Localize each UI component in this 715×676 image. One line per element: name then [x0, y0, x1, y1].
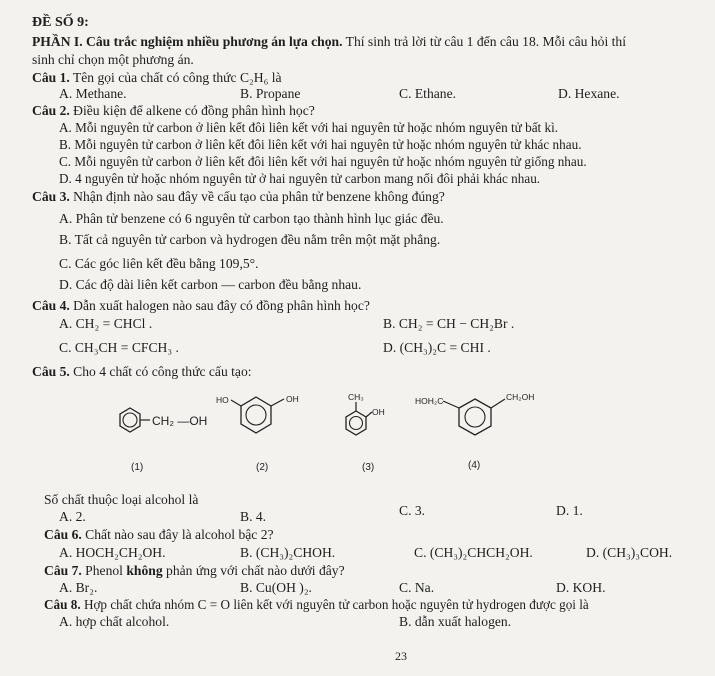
- q3-option-c: C. Các góc liên kết đều bằng 109,5°.: [59, 256, 259, 271]
- question-8-text: Hợp chất chứa nhóm C = O liên kết với nguyên tử carbon hoặc nguyên tử hydrogen được gọi là: [80, 597, 589, 612]
- q4-option-a: A. CH₂ = CHCl .: [59, 316, 153, 331]
- question-1-text: Tên gọi của chất có công thức C₂H₆ là: [69, 70, 282, 85]
- question-1: [32, 70, 282, 86]
- question-2: [32, 103, 315, 119]
- aromatic-circle-2: [246, 405, 266, 425]
- bond-2a: [231, 400, 241, 406]
- q6-option-b: B. (CH₃)₂CHOH.: [240, 545, 336, 560]
- question-3-text: Nhận định nào sau đây về cấu tạo của phân tử benzene không đúng?: [69, 189, 445, 204]
- structure-4-left: HOH₂C: [415, 396, 444, 406]
- structure-2-number: (2): [256, 462, 269, 473]
- q3-option-a: A. Phân tử benzene có 6 nguyên tử carbon tạo thành hình lục giác đều.: [59, 211, 444, 226]
- structure-2-right: OH: [286, 394, 299, 404]
- q2-option-a: A. Mỗi nguyên tử carbon ở liên kết đôi liên kết với hai nguyên tử hoặc nhóm nguyên tử bất kì.: [59, 120, 559, 135]
- structure-1-group: CH₂ —OH: [152, 414, 208, 428]
- question-6: [44, 527, 274, 543]
- q5-option-d: D. 1.: [556, 503, 583, 518]
- question-3-label: Câu 3.: [32, 189, 70, 204]
- structure-3-number: (3): [362, 462, 375, 473]
- benzene-ring-4: [459, 399, 491, 435]
- question-7-text-pre: Phenol: [81, 563, 127, 578]
- structure-2: [216, 394, 299, 473]
- q2-option-d: D. 4 nguyên tử hoặc nhóm nguyên tử ở hai nguyên tử carbon mang nối đôi phải khác nhau.: [59, 171, 541, 186]
- question-8: [44, 597, 589, 613]
- aromatic-circle-1: [123, 413, 137, 427]
- bond-4b: [491, 399, 505, 408]
- question-4-label: Câu 4.: [32, 298, 70, 313]
- structure-4-number: (4): [468, 460, 481, 471]
- part1-intro: [32, 34, 626, 50]
- q6-option-c: C. (CH₃)₂CHCH₂OH.: [414, 545, 533, 560]
- q5-option-b: B. 4.: [240, 509, 267, 524]
- q3-option-d: D. Các độ dài liên kết carbon — carbon đều bằng nhau.: [59, 277, 362, 292]
- structure-3-oh: OH: [372, 407, 385, 417]
- structure-2-left: HO: [216, 395, 229, 405]
- question-2-label: Câu 2.: [32, 103, 70, 118]
- structure-3-top: CH₃: [348, 392, 364, 402]
- part1-heading: PHẦN I. Câu trắc nghiệm nhiều phương án lựa chọn.: [32, 34, 343, 49]
- q1-option-d: D. Hexane.: [558, 86, 620, 101]
- q4-option-b: B. CH₂ = CH − CH₂Br .: [383, 316, 515, 331]
- structure-1-number: (1): [131, 462, 144, 473]
- question-8-label: Câu 8.: [44, 597, 81, 612]
- question-1-label: Câu 1.: [32, 70, 70, 85]
- q6-option-d: D. (CH₃)₃COH.: [586, 545, 673, 560]
- question-6-text: Chất nào sau đây là alcohol bậc 2?: [81, 527, 274, 542]
- q1-option-b: B. Propane: [240, 86, 301, 101]
- q7-option-a: A. Br₂.: [59, 580, 98, 595]
- q5-option-a: A. 2.: [59, 509, 86, 524]
- part1-intro-line2: sinh chỉ chọn một phương án.: [32, 52, 194, 67]
- q5-structures: [0, 385, 715, 485]
- q1-option-a: A. Methane.: [59, 86, 127, 101]
- question-3: [32, 189, 445, 205]
- q8-option-a: A. hợp chất alcohol.: [59, 614, 170, 629]
- q7-option-b: B. Cu(OH )₂.: [240, 580, 312, 595]
- structure-1: [120, 408, 207, 473]
- aromatic-circle-3: [350, 417, 363, 430]
- aromatic-circle-4: [465, 407, 485, 427]
- q6-option-a: A. HOCH₂CH₂OH.: [59, 545, 166, 560]
- q7-option-d: D. KOH.: [556, 580, 606, 595]
- q1-option-c: C. Ethane.: [399, 86, 457, 101]
- q5-ask: Số chất thuộc loại alcohol là: [44, 492, 199, 507]
- part1-intro-rest: Thí sinh trả lời từ câu 1 đến câu 18. Mỗi câu hỏi thí: [342, 34, 626, 49]
- question-4-text: Dẫn xuất halogen nào sau đây có đồng phân hình học?: [69, 298, 370, 313]
- q2-option-b: B. Mỗi nguyên tử carbon ở liên kết đôi liên kết với hai nguyên tử hoặc nhóm nguyên tử khác nhau.: [59, 137, 582, 152]
- q2-option-c: C. Mỗi nguyên tử carbon ở liên kết đôi liên kết với hai nguyên tử hoặc nhóm nguyên tử giống nhau.: [59, 154, 587, 169]
- question-5-label: Câu 5.: [32, 364, 70, 379]
- question-7-text-bold: không: [126, 563, 163, 578]
- structure-4-right: CH₂OH: [506, 392, 535, 402]
- question-5: [32, 364, 252, 380]
- question-5-text: Cho 4 chất có công thức cấu tạo:: [69, 364, 252, 379]
- structure-4: [415, 392, 534, 471]
- q4-option-c: C. CH₃CH = CFCH₃ .: [59, 340, 179, 355]
- page-number: 23: [395, 649, 407, 663]
- bond-2b: [271, 399, 284, 406]
- q5-option-c: C. 3.: [399, 503, 426, 518]
- question-4: [32, 298, 370, 314]
- question-6-label: Câu 6.: [44, 527, 82, 542]
- q8-option-b: B. dẫn xuất halogen.: [399, 614, 512, 629]
- structure-3: [346, 392, 385, 473]
- question-7-text-post: phản ứng với chất nào dưới đây?: [162, 563, 345, 578]
- bond-4a: [443, 401, 459, 408]
- q7-option-c: C. Na.: [399, 580, 435, 595]
- question-2-text: Điều kiện để alkene có đồng phân hình học?: [69, 103, 315, 118]
- question-7-label: Câu 7.: [44, 563, 82, 578]
- q3-option-b: B. Tất cả nguyên tử carbon và hydrogen đều nằm trên một mặt phẳng.: [59, 232, 441, 247]
- exam-title: ĐỀ SỐ 9:: [32, 15, 89, 30]
- q4-option-d: D. (CH₃)₂C = CHI .: [383, 340, 491, 355]
- question-7: [44, 563, 345, 579]
